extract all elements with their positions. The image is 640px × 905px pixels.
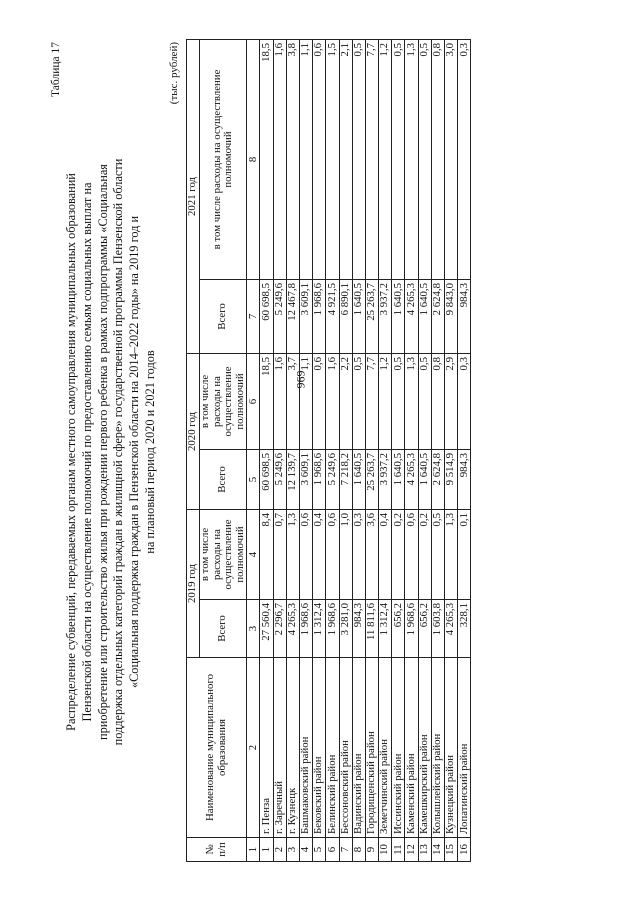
col-num-cell: 4 bbox=[247, 509, 260, 599]
value-cell: 3 937,2 bbox=[379, 279, 392, 353]
table-label: Таблица 17 bbox=[50, 42, 62, 97]
municipality-name-cell: г. Пенза bbox=[260, 658, 273, 838]
table-row bbox=[405, 39, 418, 861]
title-line: на плановый период 2020 и 2021 годов bbox=[142, 350, 157, 554]
table-row bbox=[339, 39, 352, 861]
value-cell: 1 640,5 bbox=[418, 449, 431, 509]
value-cell: 328,1 bbox=[458, 600, 471, 658]
value-cell: 0,5 bbox=[352, 39, 365, 279]
col-num-cell: 2 bbox=[247, 658, 260, 838]
value-cell: 0,6 bbox=[313, 39, 326, 279]
value-cell: 18,5 bbox=[260, 39, 273, 279]
value-cell: 11 811,6 bbox=[365, 600, 378, 658]
header-year-2020: 2020 год bbox=[187, 353, 200, 509]
value-cell: 0,5 bbox=[431, 509, 444, 599]
header-year-2019: 2019 год bbox=[187, 509, 200, 657]
header-incl-2019: в том числе расходы на осуществление полномочий bbox=[200, 509, 247, 599]
header-incl-2021: в том числе расходы на осуществление полномочий bbox=[200, 39, 247, 279]
row-number-cell: 3 bbox=[286, 838, 299, 862]
value-cell: 60 698,5 bbox=[260, 449, 273, 509]
municipality-name-cell: Колышлейский район bbox=[431, 658, 444, 838]
municipality-name-cell: Вадинский район bbox=[352, 658, 365, 838]
header-total-2021: Всего bbox=[200, 279, 247, 353]
value-cell: 3 609,1 bbox=[299, 449, 312, 509]
table-row bbox=[326, 39, 339, 861]
value-cell: 60 698,5 bbox=[260, 279, 273, 353]
value-cell: 2 624,8 bbox=[431, 449, 444, 509]
table-row bbox=[299, 39, 312, 861]
value-cell: 0,8 bbox=[431, 353, 444, 449]
value-cell: 2,2 bbox=[339, 353, 352, 449]
municipality-name-cell: Бековский район bbox=[313, 658, 326, 838]
value-cell: 3 281,0 bbox=[339, 600, 352, 658]
value-cell: 1 640,5 bbox=[392, 279, 405, 353]
value-cell: 5 249,6 bbox=[326, 449, 339, 509]
municipality-name-cell: Камешкирский район bbox=[418, 658, 431, 838]
value-cell: 984,3 bbox=[458, 279, 471, 353]
value-cell: 4 265,3 bbox=[405, 449, 418, 509]
row-number-cell: 5 bbox=[313, 838, 326, 862]
value-cell: 0,6 bbox=[313, 353, 326, 449]
value-cell: 7,7 bbox=[365, 39, 378, 279]
value-cell: 1,3 bbox=[286, 509, 299, 599]
table-row bbox=[445, 39, 458, 861]
value-cell: 0,3 bbox=[458, 39, 471, 279]
value-cell: 0,4 bbox=[379, 509, 392, 599]
row-number-cell: 13 bbox=[418, 838, 431, 862]
value-cell: 4 265,3 bbox=[405, 279, 418, 353]
value-cell: 1 640,5 bbox=[392, 449, 405, 509]
value-cell: 3,8 bbox=[286, 39, 299, 279]
value-cell: 0,8 bbox=[431, 39, 444, 279]
value-cell: 7,7 bbox=[365, 353, 378, 449]
municipality-name-cell: г. Заречный bbox=[273, 658, 286, 838]
col-num-cell: 8 bbox=[247, 39, 260, 279]
value-cell: 12 467,8 bbox=[286, 279, 299, 353]
value-cell: 3 609,1 bbox=[299, 279, 312, 353]
rotated-page-content bbox=[50, 42, 590, 862]
value-cell: 1,3 bbox=[405, 353, 418, 449]
value-cell: 25 263,7 bbox=[365, 279, 378, 353]
value-cell: 12 139,7 bbox=[286, 449, 299, 509]
value-cell: 1,2 bbox=[379, 39, 392, 279]
value-cell: 0,5 bbox=[352, 353, 365, 449]
value-cell: 0,6 bbox=[405, 509, 418, 599]
col-num-cell: 3 bbox=[247, 600, 260, 658]
municipality-name-cell: Белинский район bbox=[326, 658, 339, 838]
title-line: «Социальная поддержка граждан в Пензенской области на 2014–2022 годы» на 2019 год и bbox=[127, 215, 142, 689]
table-row bbox=[365, 39, 378, 861]
value-cell: 7 218,2 bbox=[339, 449, 352, 509]
row-number-cell: 1 bbox=[260, 838, 273, 862]
value-cell: 2,1 bbox=[339, 39, 352, 279]
value-cell: 5 249,6 bbox=[273, 279, 286, 353]
header-year-2021: 2021 год bbox=[187, 39, 200, 353]
value-cell: 1,1 bbox=[299, 353, 312, 449]
value-cell: 1,5 bbox=[326, 39, 339, 279]
value-cell: 1 968,6 bbox=[313, 449, 326, 509]
value-cell: 1,6 bbox=[273, 353, 286, 449]
subvention-table bbox=[186, 39, 471, 862]
title-line: Распределение субвенций, передаваемых органам местного самоуправления муниципальных образований bbox=[64, 173, 78, 731]
value-cell: 0,5 bbox=[418, 39, 431, 279]
municipality-name-cell: Земетчинский район bbox=[379, 658, 392, 838]
col-num-cell: 7 bbox=[247, 279, 260, 353]
row-number-cell: 15 bbox=[445, 838, 458, 862]
value-cell: 656,2 bbox=[392, 600, 405, 658]
header-total-2019: Всего bbox=[200, 600, 247, 658]
header-incl-2020: в том числе расходы на осуществление полномочий bbox=[200, 353, 247, 449]
value-cell: 3,6 bbox=[365, 509, 378, 599]
value-cell: 1,1 bbox=[299, 39, 312, 279]
value-cell: 0,5 bbox=[392, 353, 405, 449]
value-cell: 0,5 bbox=[418, 353, 431, 449]
title-line: приобретение или строительство жилья при рождении первого ребенка в рамках подпрограммы «Социальная bbox=[95, 164, 110, 740]
table-row bbox=[260, 39, 273, 861]
municipality-name-cell: Иссинский район bbox=[392, 658, 405, 838]
value-cell: 1,3 bbox=[445, 509, 458, 599]
municipality-name-cell: Лопатинский район bbox=[458, 658, 471, 838]
value-cell: 984,3 bbox=[352, 600, 365, 658]
table-row bbox=[273, 39, 286, 861]
header-name: Наименование муниципального образования bbox=[187, 658, 247, 838]
table-row bbox=[431, 39, 444, 861]
row-number-cell: 12 bbox=[405, 838, 418, 862]
table-row bbox=[392, 39, 405, 861]
title-line: Пензенской области на осуществление полномочий по предоставлению семьям социальных выплат на bbox=[79, 182, 94, 722]
page-number: 969 bbox=[293, 370, 308, 389]
title-line: поддержка отдельных категорий граждан в жилищной сфере» государственной программы Пензенской области bbox=[111, 158, 126, 746]
row-number-cell: 8 bbox=[352, 838, 365, 862]
municipality-name-cell: Башмаковский район bbox=[299, 658, 312, 838]
value-cell: 0,1 bbox=[458, 509, 471, 599]
value-cell: 1 603,8 bbox=[431, 600, 444, 658]
value-cell: 2,9 bbox=[445, 353, 458, 449]
value-cell: 9 514,9 bbox=[445, 449, 458, 509]
value-cell: 18,5 bbox=[260, 353, 273, 449]
value-cell: 0,5 bbox=[392, 39, 405, 279]
value-cell: 1 968,6 bbox=[313, 279, 326, 353]
value-cell: 656,2 bbox=[418, 600, 431, 658]
municipality-name-cell: Городищенский район bbox=[365, 658, 378, 838]
value-cell: 1 640,5 bbox=[352, 449, 365, 509]
value-cell: 0,6 bbox=[326, 509, 339, 599]
value-cell: 4 921,5 bbox=[326, 279, 339, 353]
value-cell: 1 640,5 bbox=[418, 279, 431, 353]
value-cell: 1 968,6 bbox=[299, 600, 312, 658]
value-cell: 1 312,4 bbox=[313, 600, 326, 658]
value-cell: 0,2 bbox=[392, 509, 405, 599]
value-cell: 1,2 bbox=[379, 353, 392, 449]
municipality-name-cell: Кузнецкий район bbox=[445, 658, 458, 838]
table-row bbox=[313, 39, 326, 861]
value-cell: 3,0 bbox=[445, 39, 458, 279]
table-row bbox=[418, 39, 431, 861]
row-number-cell: 2 bbox=[273, 838, 286, 862]
value-cell: 0,3 bbox=[352, 509, 365, 599]
header-num: № п/п bbox=[187, 838, 247, 862]
table-row bbox=[458, 39, 471, 861]
row-number-cell: 6 bbox=[326, 838, 339, 862]
table-title bbox=[64, 42, 159, 862]
value-cell: 984,3 bbox=[458, 449, 471, 509]
municipality-name-cell: г. Кузнецк bbox=[286, 658, 299, 838]
value-cell: 1 968,6 bbox=[326, 600, 339, 658]
value-cell: 6 890,1 bbox=[339, 279, 352, 353]
column-number-row bbox=[247, 39, 260, 861]
value-cell: 1,3 bbox=[405, 39, 418, 279]
row-number-cell: 10 bbox=[379, 838, 392, 862]
row-number-cell: 4 bbox=[299, 838, 312, 862]
value-cell: 3,7 bbox=[286, 353, 299, 449]
municipality-name-cell: Каменский район bbox=[405, 658, 418, 838]
value-cell: 4 265,3 bbox=[286, 600, 299, 658]
value-cell: 0,2 bbox=[418, 509, 431, 599]
table-body bbox=[260, 39, 471, 861]
col-num-cell: 1 bbox=[247, 838, 260, 862]
value-cell: 1,6 bbox=[326, 353, 339, 449]
value-cell: 9 843,0 bbox=[445, 279, 458, 353]
header-total-2020: Всего bbox=[200, 449, 247, 509]
row-number-cell: 9 bbox=[365, 838, 378, 862]
value-cell: 0,6 bbox=[299, 509, 312, 599]
value-cell: 0,7 bbox=[273, 509, 286, 599]
table-row bbox=[352, 39, 365, 861]
value-cell: 0,3 bbox=[458, 353, 471, 449]
value-cell: 25 263,7 bbox=[365, 449, 378, 509]
row-number-cell: 7 bbox=[339, 838, 352, 862]
value-cell: 0,4 bbox=[313, 509, 326, 599]
value-cell: 1,6 bbox=[273, 39, 286, 279]
value-cell: 3 937,2 bbox=[379, 449, 392, 509]
value-cell: 1 312,4 bbox=[379, 600, 392, 658]
municipality-name-cell: Бессоновский район bbox=[339, 658, 352, 838]
value-cell: 27 560,4 bbox=[260, 600, 273, 658]
value-cell: 8,4 bbox=[260, 509, 273, 599]
table-row bbox=[379, 39, 392, 861]
row-number-cell: 16 bbox=[458, 838, 471, 862]
unit-note: (тыс. рублей) bbox=[168, 42, 180, 105]
value-cell: 2 296,7 bbox=[273, 600, 286, 658]
col-num-cell: 6 bbox=[247, 353, 260, 449]
value-cell: 1,0 bbox=[339, 509, 352, 599]
value-cell: 5 249,6 bbox=[273, 449, 286, 509]
value-cell: 2 624,8 bbox=[431, 279, 444, 353]
value-cell: 1 640,5 bbox=[352, 279, 365, 353]
value-cell: 1 968,6 bbox=[405, 600, 418, 658]
value-cell: 4 265,3 bbox=[445, 600, 458, 658]
col-num-cell: 5 bbox=[247, 449, 260, 509]
row-number-cell: 11 bbox=[392, 838, 405, 862]
row-number-cell: 14 bbox=[431, 838, 444, 862]
table-row bbox=[286, 39, 299, 861]
